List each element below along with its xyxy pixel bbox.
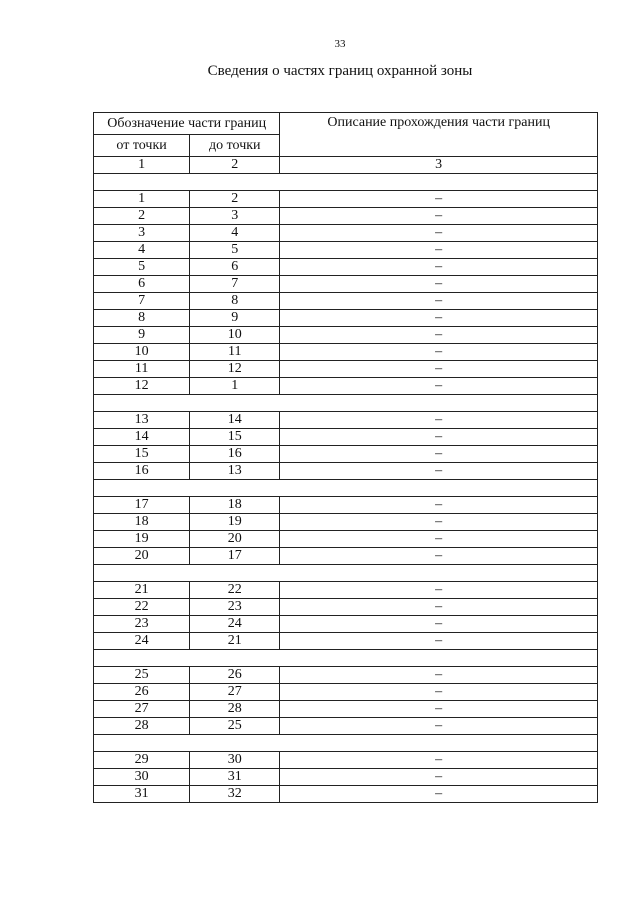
table-row <box>94 718 598 735</box>
group-separator-cell <box>94 480 598 497</box>
description-cell: – <box>280 208 598 225</box>
group-separator-row <box>94 480 598 497</box>
description-cell: – <box>280 769 598 786</box>
from-point-cell: 26 <box>94 684 190 701</box>
to-point-cell: 30 <box>190 752 280 769</box>
description-cell: – <box>280 514 598 531</box>
from-point-cell: 31 <box>94 786 190 803</box>
to-point-cell: 22 <box>190 582 280 599</box>
to-point-cell: 14 <box>190 412 280 429</box>
from-point-cell: 29 <box>94 752 190 769</box>
description-cell: – <box>280 616 598 633</box>
from-point-cell: 28 <box>94 718 190 735</box>
from-point-cell: 3 <box>94 225 190 242</box>
to-point-cell: 5 <box>190 242 280 259</box>
header-to-point: до точки <box>190 135 280 157</box>
from-point-cell: 4 <box>94 242 190 259</box>
description-cell: – <box>280 548 598 565</box>
from-point-cell: 5 <box>94 259 190 276</box>
group-separator-row <box>94 395 598 412</box>
table-row <box>94 361 598 378</box>
from-point-cell: 1 <box>94 191 190 208</box>
to-point-cell: 17 <box>190 548 280 565</box>
to-point-cell: 19 <box>190 514 280 531</box>
description-cell: – <box>280 786 598 803</box>
table-row <box>94 548 598 565</box>
to-point-cell: 13 <box>190 463 280 480</box>
to-point-cell: 10 <box>190 327 280 344</box>
description-cell: – <box>280 242 598 259</box>
description-cell: – <box>280 497 598 514</box>
description-cell: – <box>280 463 598 480</box>
from-point-cell: 16 <box>94 463 190 480</box>
to-point-cell: 27 <box>190 684 280 701</box>
from-point-cell: 17 <box>94 497 190 514</box>
table-row <box>94 752 598 769</box>
table-row <box>94 599 598 616</box>
table-row <box>94 310 598 327</box>
from-point-cell: 23 <box>94 616 190 633</box>
description-cell: – <box>280 701 598 718</box>
header-description: Описание прохождения части границ <box>280 113 598 157</box>
to-point-cell: 28 <box>190 701 280 718</box>
table-row <box>94 208 598 225</box>
to-point-cell: 6 <box>190 259 280 276</box>
table-row <box>94 259 598 276</box>
description-cell: – <box>280 259 598 276</box>
to-point-cell: 21 <box>190 633 280 650</box>
header-from-point: от точки <box>94 135 190 157</box>
from-point-cell: 19 <box>94 531 190 548</box>
description-cell: – <box>280 718 598 735</box>
to-point-cell: 26 <box>190 667 280 684</box>
from-point-cell: 20 <box>94 548 190 565</box>
to-point-cell: 16 <box>190 446 280 463</box>
from-point-cell: 18 <box>94 514 190 531</box>
to-point-cell: 8 <box>190 293 280 310</box>
description-cell: – <box>280 412 598 429</box>
to-point-cell: 18 <box>190 497 280 514</box>
table-row <box>94 242 598 259</box>
column-number-2: 2 <box>190 157 280 174</box>
table-row <box>94 327 598 344</box>
to-point-cell: 31 <box>190 769 280 786</box>
from-point-cell: 6 <box>94 276 190 293</box>
group-separator-cell <box>94 565 598 582</box>
description-cell: – <box>280 684 598 701</box>
to-point-cell: 1 <box>190 378 280 395</box>
from-point-cell: 10 <box>94 344 190 361</box>
description-cell: – <box>280 191 598 208</box>
to-point-cell: 2 <box>190 191 280 208</box>
table-row <box>94 344 598 361</box>
column-number-3: 3 <box>280 157 598 174</box>
description-cell: – <box>280 531 598 548</box>
description-cell: – <box>280 327 598 344</box>
table-row <box>94 191 598 208</box>
from-point-cell: 24 <box>94 633 190 650</box>
description-cell: – <box>280 667 598 684</box>
to-point-cell: 15 <box>190 429 280 446</box>
table-row <box>94 276 598 293</box>
column-number-1: 1 <box>94 157 190 174</box>
boundary-parts-table <box>93 112 598 803</box>
table-row <box>94 582 598 599</box>
table-row <box>94 429 598 446</box>
to-point-cell: 32 <box>190 786 280 803</box>
from-point-cell: 2 <box>94 208 190 225</box>
description-cell: – <box>280 752 598 769</box>
table-row <box>94 684 598 701</box>
table-row <box>94 293 598 310</box>
from-point-cell: 27 <box>94 701 190 718</box>
from-point-cell: 21 <box>94 582 190 599</box>
from-point-cell: 22 <box>94 599 190 616</box>
from-point-cell: 12 <box>94 378 190 395</box>
table-row <box>94 667 598 684</box>
description-cell: – <box>280 310 598 327</box>
to-point-cell: 12 <box>190 361 280 378</box>
table-row <box>94 446 598 463</box>
to-point-cell: 9 <box>190 310 280 327</box>
description-cell: – <box>280 361 598 378</box>
description-cell: – <box>280 378 598 395</box>
page-title: Сведения о частях границ охранной зоны <box>207 63 473 79</box>
from-point-cell: 13 <box>94 412 190 429</box>
group-separator-row <box>94 735 598 752</box>
from-point-cell: 9 <box>94 327 190 344</box>
description-cell: – <box>280 293 598 310</box>
to-point-cell: 11 <box>190 344 280 361</box>
from-point-cell: 30 <box>94 769 190 786</box>
table-row <box>94 378 598 395</box>
description-cell: – <box>280 225 598 242</box>
group-separator-cell <box>94 174 598 191</box>
table-row <box>94 225 598 242</box>
description-cell: – <box>280 276 598 293</box>
header-boundary-designation: Обозначение части границ <box>94 113 280 135</box>
to-point-cell: 20 <box>190 531 280 548</box>
page-number: 33 <box>334 38 346 50</box>
description-cell: – <box>280 446 598 463</box>
group-separator-cell <box>94 395 598 412</box>
from-point-cell: 11 <box>94 361 190 378</box>
description-cell: – <box>280 633 598 650</box>
table-row <box>94 463 598 480</box>
group-separator-row <box>94 650 598 667</box>
table-row <box>94 497 598 514</box>
table-row <box>94 633 598 650</box>
from-point-cell: 25 <box>94 667 190 684</box>
table-row <box>94 514 598 531</box>
table-body <box>94 174 598 803</box>
to-point-cell: 7 <box>190 276 280 293</box>
table-row <box>94 616 598 633</box>
table-row <box>94 531 598 548</box>
description-cell: – <box>280 429 598 446</box>
from-point-cell: 7 <box>94 293 190 310</box>
to-point-cell: 24 <box>190 616 280 633</box>
group-separator-cell <box>94 735 598 752</box>
table-row <box>94 769 598 786</box>
table-row <box>94 701 598 718</box>
group-separator-row <box>94 565 598 582</box>
group-separator-cell <box>94 650 598 667</box>
from-point-cell: 14 <box>94 429 190 446</box>
to-point-cell: 3 <box>190 208 280 225</box>
description-cell: – <box>280 344 598 361</box>
to-point-cell: 23 <box>190 599 280 616</box>
table-row <box>94 786 598 803</box>
to-point-cell: 4 <box>190 225 280 242</box>
description-cell: – <box>280 599 598 616</box>
description-cell: – <box>280 582 598 599</box>
group-separator-row <box>94 174 598 191</box>
to-point-cell: 25 <box>190 718 280 735</box>
table-row <box>94 412 598 429</box>
from-point-cell: 15 <box>94 446 190 463</box>
from-point-cell: 8 <box>94 310 190 327</box>
